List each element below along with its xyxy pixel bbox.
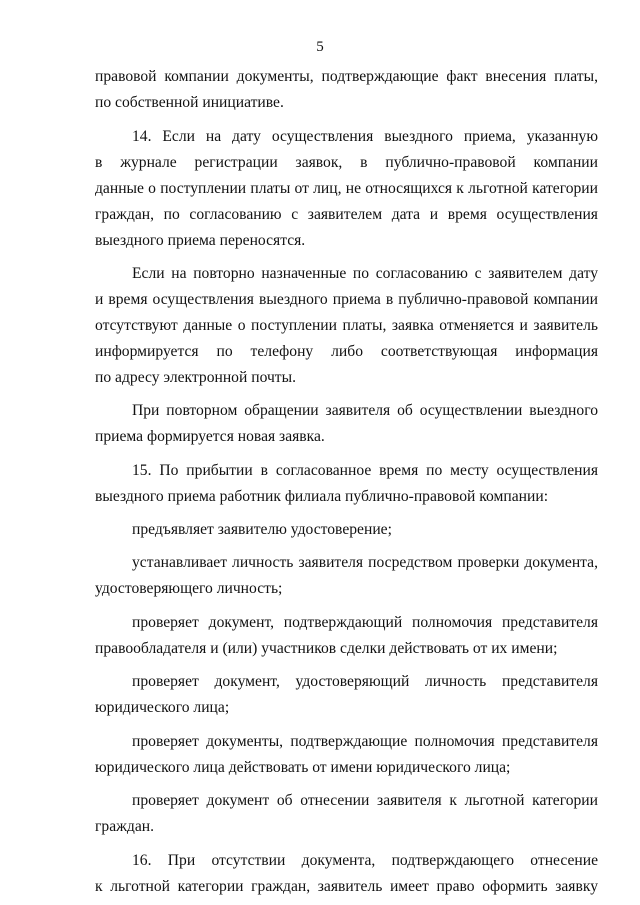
text-line: проверяет документ, подтверждающий полномочия представителя (132, 614, 598, 631)
text-line: информируется по телефону либо соответствующая информация (95, 343, 598, 360)
text-line: данные о поступлении платы от лиц, не относящихся к льготной категории (95, 180, 598, 197)
text-line: Если на повторно назначенные по согласованию с заявителем дату (132, 265, 598, 282)
text-line: выездного приема работник филиала публично-правовой компании: (95, 488, 549, 505)
text-line: и время осуществления выездного приема в публично-правовой компании (95, 291, 598, 308)
text-line: проверяет документ об отнесении заявителя к льготной категории (132, 792, 598, 809)
text-line: 14. Если на дату осуществления выездного приема, указанную (132, 128, 598, 145)
text-line: правообладателя и (или) участников сделки действовать от их имени; (95, 640, 558, 657)
text-line: 15. По прибытии в согласованное время по месту осуществления (132, 462, 598, 479)
text-line: юридического лица; (95, 699, 230, 716)
text-line: отсутствуют данные о поступлении платы, заявка отменяется и заявитель (95, 317, 598, 334)
text-line: по собственной инициативе. (95, 94, 284, 111)
text-line: правовой компании документы, подтверждающие факт внесения платы, (95, 68, 598, 85)
text-line: к льготной категории граждан, заявитель имеет право оформить заявку (95, 878, 598, 895)
text-line: проверяет документ, удостоверяющий личность представителя (132, 673, 598, 690)
text-line: граждан. (95, 818, 154, 835)
text-line: в журнале регистрации заявок, в публично-правовой компании (95, 154, 598, 171)
text-line: устанавливает личность заявителя посредством проверки документа, (132, 554, 598, 571)
text-line: по адресу электронной почты. (95, 369, 296, 386)
text-line: юридического лица действовать от имени юридического лица; (95, 759, 511, 776)
text-line: выездного приема переносятся. (95, 232, 306, 249)
text-line: граждан, по согласованию с заявителем дата и время осуществления (95, 206, 598, 223)
page-number: 5 (316, 39, 324, 55)
text-line: предъявляет заявителю удостоверение; (132, 521, 392, 538)
text-line: При повторном обращении заявителя об осуществлении выездного (132, 402, 598, 419)
text-line: 16. При отсутствии документа, подтверждающего отнесение (132, 852, 598, 869)
text-line: приема формируется новая заявка. (95, 428, 325, 445)
text-line: проверяет документы, подтверждающие полномочия представителя (132, 733, 598, 750)
text-line: удостоверяющего личность; (95, 580, 283, 597)
